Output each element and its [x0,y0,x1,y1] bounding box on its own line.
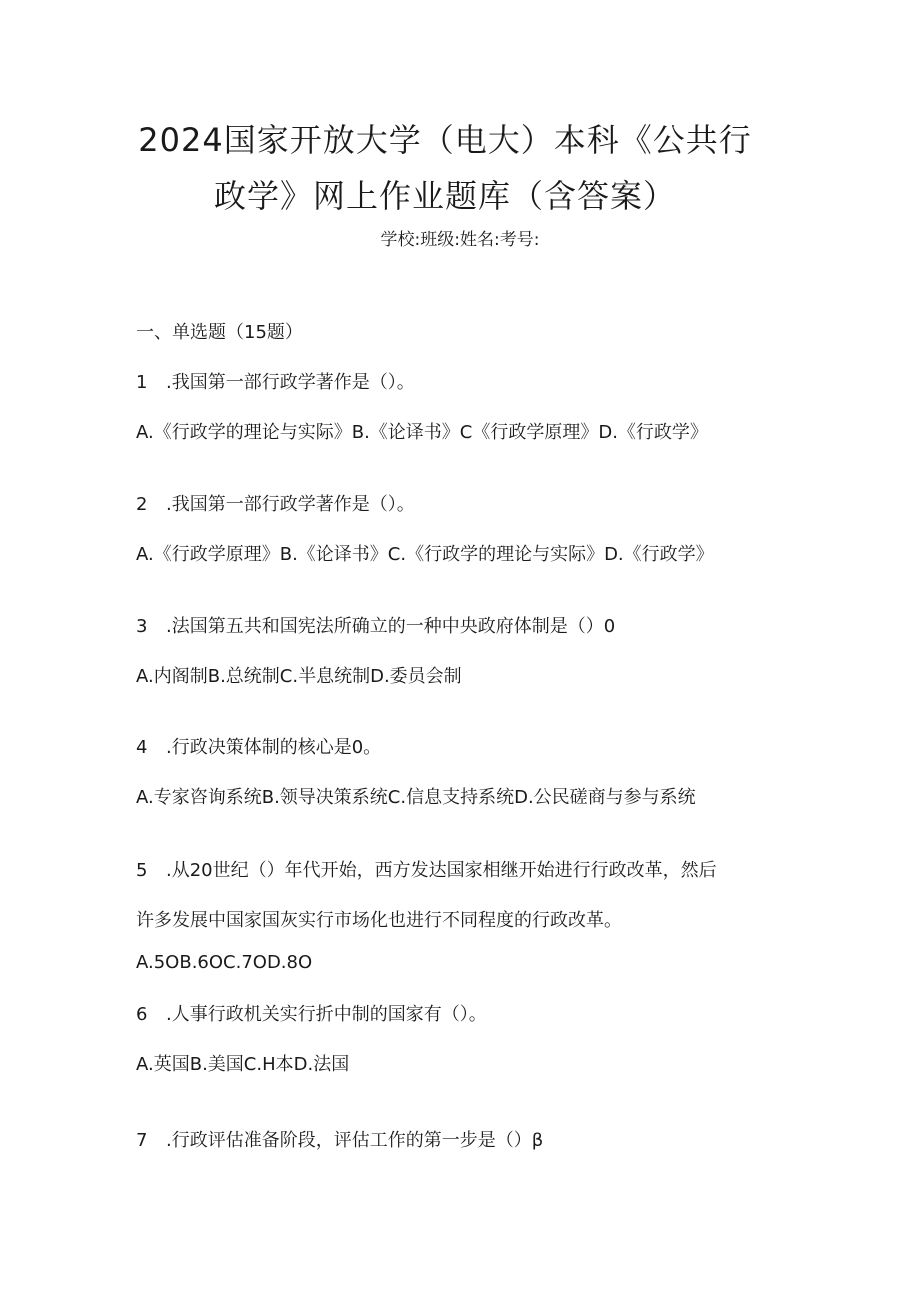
question-number: 2 [136,494,148,515]
question-1-options: A.《行政学的理论与实际》B.《论译书》C《行政学原理》D.《行政学》 [136,422,708,443]
student-info-line: 学校:班级:姓名:考号: [380,230,540,250]
question-text: .行政决策体制的核心是0。 [166,737,382,758]
question-number: 6 [136,1004,148,1025]
question-4-stem [136,735,381,761]
question-number: 4 [136,737,148,758]
question-text: .行政评估准备阶段，评估工作的第一步是（）β [166,1130,544,1151]
question-5-options: A.5OB.6OC.7OD.8O [136,952,313,973]
question-7-stem [136,1128,543,1154]
question-text: .从20世纪（）年代开始，西方发达国家相继开始进行行政改革，然后 [166,860,717,881]
question-4-options: A.专家咨询系统B.领导决策系统C.信息支持系统D.公民磋商与参与系统 [136,787,696,808]
question-5-stem-continued: 许多发展中国家国灰实行市场化也进行不同程度的行政改革。 [136,910,622,931]
question-text: .我国第一部行政学著作是（）。 [166,372,415,393]
question-number: 3 [136,616,148,637]
document-title-line-1: 2024国家开放大学（电大）本科《公共行 [138,121,752,159]
question-number: 1 [136,372,148,393]
question-number: 7 [136,1130,148,1151]
question-6-options: A.英国B.美国C.H本D.法国 [136,1054,350,1075]
question-5-stem [136,858,717,884]
question-number: 5 [136,860,148,881]
document-title [120,112,770,224]
question-1-stem [136,370,415,396]
document-title-line-2: 政学》网上作业题库（含答案） [213,177,676,215]
question-2-stem [136,492,415,518]
question-6-stem [136,1002,487,1028]
question-2-options: A.《行政学原理》B.《论译书》C.《行政学的理论与实际》D.《行政学》 [136,544,714,565]
section-heading: 一、单选题（15题） [136,322,303,343]
question-3-options: A.内阁制B.总统制C.半息统制D.委员会制 [136,666,462,687]
question-text: .我国第一部行政学著作是（）。 [166,494,415,515]
question-3-stem [136,614,615,640]
question-text: .人事行政机关实行折中制的国家有（）。 [166,1004,487,1025]
question-text: .法国第五共和国宪法所确立的一种中央政府体制是（）0 [166,616,616,637]
